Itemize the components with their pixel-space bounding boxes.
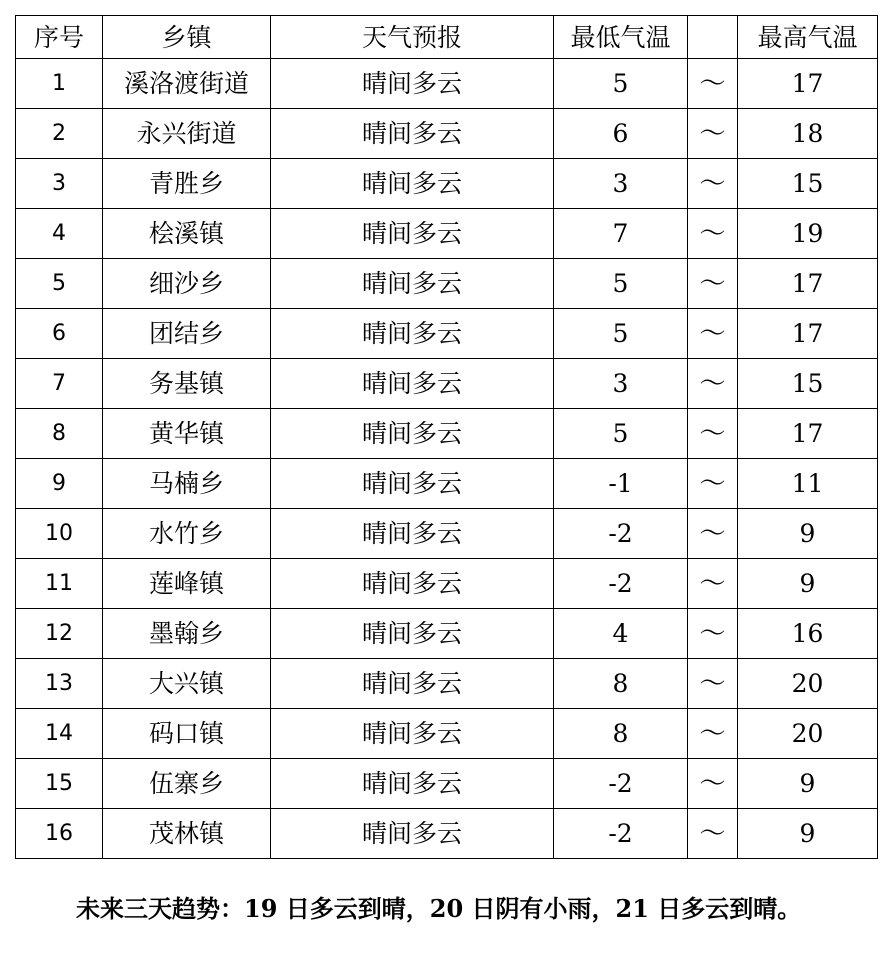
row-town: 黄华镇 [103,409,271,459]
row-forecast: 晴间多云 [271,209,554,259]
row-low-temp: 3 [554,359,688,409]
row-separator: ～ [688,159,738,209]
row-high-temp: 9 [738,759,878,809]
row-separator: ～ [688,459,738,509]
row-forecast: 晴间多云 [271,309,554,359]
row-forecast: 晴间多云 [271,809,554,859]
table-row [16,259,878,309]
row-high-temp: 15 [738,359,878,409]
row-separator: ～ [688,759,738,809]
row-town: 务基镇 [103,359,271,409]
row-separator: ～ [688,509,738,559]
row-separator: ～ [688,309,738,359]
forecast-table [15,15,878,859]
row-forecast: 晴间多云 [271,59,554,109]
row-forecast: 晴间多云 [271,459,554,509]
row-low-temp: 5 [554,259,688,309]
row-low-temp: 8 [554,709,688,759]
row-separator: ～ [688,559,738,609]
row-index: 14 [16,709,103,759]
row-index: 13 [16,659,103,709]
row-index: 1 [16,59,103,109]
row-forecast: 晴间多云 [271,609,554,659]
row-index: 10 [16,509,103,559]
row-index: 9 [16,459,103,509]
header-town: 乡镇 [103,16,271,59]
row-separator: ～ [688,209,738,259]
row-town: 细沙乡 [103,259,271,309]
row-town: 溪洛渡街道 [103,59,271,109]
row-high-temp: 15 [738,159,878,209]
table-row [16,59,878,109]
row-low-temp: -2 [554,759,688,809]
row-forecast: 晴间多云 [271,559,554,609]
row-high-temp: 17 [738,259,878,309]
row-low-temp: 5 [554,59,688,109]
row-high-temp: 17 [738,409,878,459]
row-separator: ～ [688,809,738,859]
row-index: 5 [16,259,103,309]
row-high-temp: 18 [738,109,878,159]
row-separator: ～ [688,109,738,159]
row-town: 莲峰镇 [103,559,271,609]
table-row [16,409,878,459]
row-low-temp: 5 [554,409,688,459]
row-forecast: 晴间多云 [271,759,554,809]
row-index: 15 [16,759,103,809]
row-index: 2 [16,109,103,159]
table-row [16,609,878,659]
row-index: 11 [16,559,103,609]
table-row [16,559,878,609]
row-town: 马楠乡 [103,459,271,509]
row-low-temp: 7 [554,209,688,259]
row-forecast: 晴间多云 [271,659,554,709]
row-town: 团结乡 [103,309,271,359]
row-separator: ～ [688,259,738,309]
row-town: 墨翰乡 [103,609,271,659]
row-town: 青胜乡 [103,159,271,209]
row-forecast: 晴间多云 [271,109,554,159]
table-row [16,209,878,259]
row-forecast: 晴间多云 [271,409,554,459]
row-index: 12 [16,609,103,659]
row-index: 7 [16,359,103,409]
row-low-temp: 6 [554,109,688,159]
header-index: 序号 [16,16,103,59]
table-row [16,459,878,509]
row-index: 3 [16,159,103,209]
forecast-summary: 未来三天趋势：19 日多云到晴，20 日阴有小雨，21 日多云到晴。 [76,894,802,923]
row-high-temp: 19 [738,209,878,259]
table-row [16,759,878,809]
row-separator: ～ [688,359,738,409]
table-row [16,709,878,759]
row-high-temp: 9 [738,809,878,859]
table-row [16,109,878,159]
table-row [16,659,878,709]
row-index: 6 [16,309,103,359]
table-row [16,809,878,859]
row-forecast: 晴间多云 [271,259,554,309]
header-forecast: 天气预报 [271,16,554,59]
row-low-temp: -1 [554,459,688,509]
row-forecast: 晴间多云 [271,159,554,209]
header-separator [688,16,738,59]
row-forecast: 晴间多云 [271,509,554,559]
row-low-temp: -2 [554,509,688,559]
row-high-temp: 20 [738,659,878,709]
row-low-temp: 5 [554,309,688,359]
table-header-row [16,16,878,59]
row-index: 8 [16,409,103,459]
row-low-temp: 8 [554,659,688,709]
row-town: 码口镇 [103,709,271,759]
row-high-temp: 17 [738,309,878,359]
row-separator: ～ [688,409,738,459]
row-town: 茂林镇 [103,809,271,859]
row-high-temp: 9 [738,559,878,609]
row-high-temp: 11 [738,459,878,509]
row-index: 4 [16,209,103,259]
table-row [16,309,878,359]
table-row [16,159,878,209]
header-low-temp: 最低气温 [554,16,688,59]
row-town: 伍寨乡 [103,759,271,809]
row-low-temp: 3 [554,159,688,209]
row-town: 大兴镇 [103,659,271,709]
row-separator: ～ [688,609,738,659]
row-low-temp: 4 [554,609,688,659]
forecast-table-body [16,16,878,859]
row-high-temp: 16 [738,609,878,659]
row-separator: ～ [688,59,738,109]
row-high-temp: 9 [738,509,878,559]
header-high-temp: 最高气温 [738,16,878,59]
row-separator: ～ [688,659,738,709]
row-separator: ～ [688,709,738,759]
row-high-temp: 20 [738,709,878,759]
row-forecast: 晴间多云 [271,359,554,409]
row-town: 水竹乡 [103,509,271,559]
row-town: 永兴街道 [103,109,271,159]
row-high-temp: 17 [738,59,878,109]
row-forecast: 晴间多云 [271,709,554,759]
table-row [16,509,878,559]
table-row [16,359,878,409]
row-low-temp: -2 [554,559,688,609]
row-index: 16 [16,809,103,859]
row-town: 桧溪镇 [103,209,271,259]
row-low-temp: -2 [554,809,688,859]
